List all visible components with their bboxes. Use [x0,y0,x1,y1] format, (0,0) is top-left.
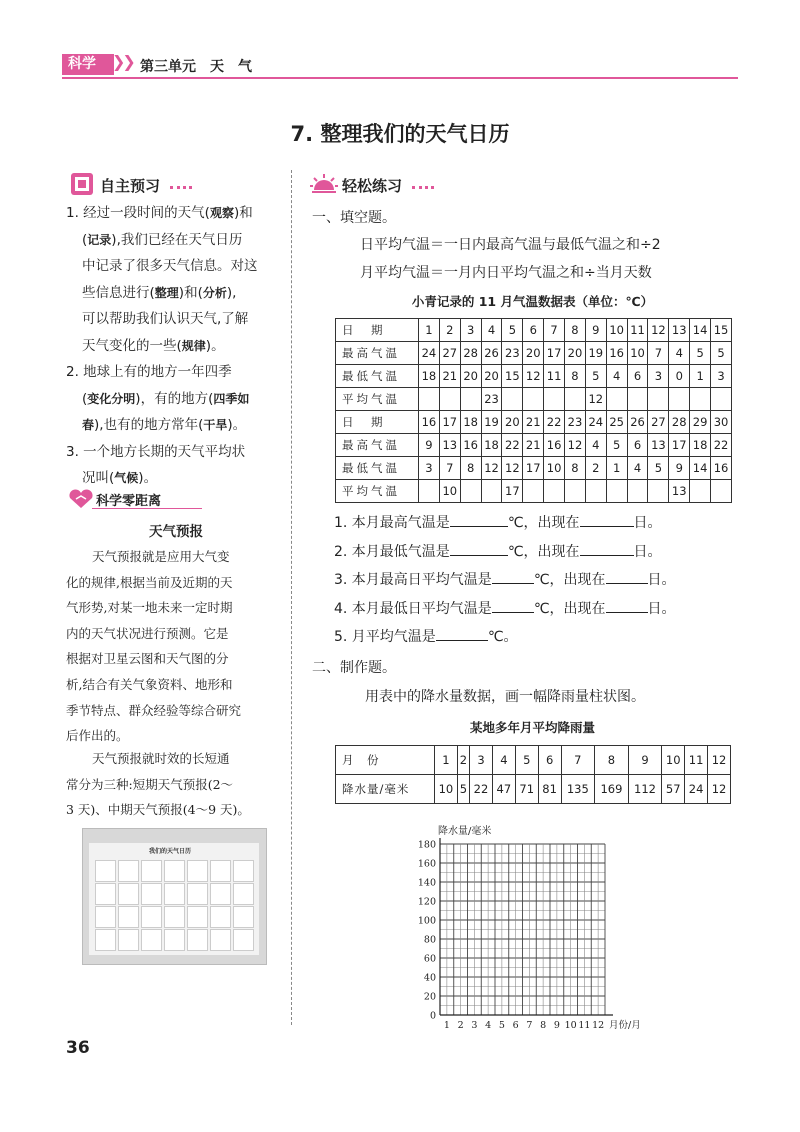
chevron-icon: ❯❯ [112,52,133,71]
table-row [336,480,732,503]
table-cell: 9 [419,434,440,457]
x-tick-label: 7 [526,1020,533,1031]
x-tick-label: 11 [578,1020,591,1031]
table-cell: 15 [502,365,523,388]
q1-line6: 天气变化的一些(规律)。 [82,337,225,354]
fill-question: 1. 本月最高气温是 ℃，出现在 日。 [334,511,662,532]
table-row [336,457,732,480]
row-label: 日 期 [336,411,419,434]
x-tick-label: 6 [512,1020,519,1031]
row-label: 降水量/毫米 [336,775,435,804]
calendar-cell [118,906,139,928]
table-cell [627,388,648,411]
table-cell: 24 [585,411,606,434]
table-cell: 8 [565,319,586,342]
table-cell: 7 [439,457,460,480]
x-axis-label: 月份/月 [609,1020,641,1031]
table-cell: 21 [523,411,544,434]
answer-blank[interactable] [492,568,534,584]
x-tick-label: 8 [540,1020,547,1031]
rainfall-chart [395,820,680,1035]
calendar-cell [210,860,231,882]
calendar-cell [187,929,208,951]
table-cell: 20 [523,342,544,365]
table-cell: 16 [544,434,565,457]
article-paragraph-2: 天气预报就时效的长短通 常分为三种:短期天气预报(2～ 3 天)、中期天气预报(4～9 天)。 [66,751,250,818]
table-cell: 135 [561,775,595,804]
row-label: 最高气温 [336,434,419,457]
table-row [336,775,731,804]
table-cell: 23 [481,388,502,411]
table-cell: 13 [439,434,460,457]
table-row [336,319,732,342]
table-cell: 17 [544,342,565,365]
table-cell: 1 [419,319,440,342]
table-cell: 5 [585,365,606,388]
unit-title: 第三单元 天 气 [140,59,252,75]
table-cell: 23 [565,411,586,434]
table-cell: 24 [685,775,708,804]
table-cell [606,388,627,411]
table-cell: 4 [627,457,648,480]
table-cell [690,480,711,503]
calendar-cell [187,860,208,882]
table-cell: 81 [538,775,561,804]
table-cell: 18 [481,434,502,457]
table-cell: 6 [627,365,648,388]
table-cell: 3 [648,365,669,388]
subject-tag: 科学 [62,54,114,75]
table-cell: 11 [627,319,648,342]
y-tick-label: 160 [417,858,436,870]
calendar-cell [95,883,116,905]
rainfall-table [335,745,731,804]
table-cell: 12 [708,775,731,804]
table-cell: 5 [606,434,627,457]
answer-blank[interactable] [606,568,648,584]
table-cell: 18 [690,434,711,457]
table-cell: 22 [544,411,565,434]
table-cell [627,480,648,503]
calendar-cell [187,906,208,928]
article-title: 天气预报 [149,524,203,540]
answer-blank[interactable] [450,540,508,556]
table-row [336,746,731,775]
calendar-cell [141,906,162,928]
table-row [336,365,732,388]
table-cell: 6 [627,434,648,457]
calendar-cell [233,906,254,928]
table-cell [648,480,669,503]
table-cell: 14 [690,319,711,342]
answer-blank[interactable] [492,597,534,613]
table-cell: 4 [606,365,627,388]
x-tick-label: 1 [443,1020,450,1031]
table-cell: 25 [606,411,627,434]
table-cell: 2 [439,319,460,342]
table-cell: 2 [585,457,606,480]
y-tick-label: 60 [423,953,436,965]
q2-line3: 春),也有的地方常年(干旱)。 [82,417,247,433]
table-cell: 11 [685,746,708,775]
y-tick-label: 180 [417,839,436,851]
table-cell: 20 [460,365,481,388]
table2-title: 某地多年月平均降雨量 [469,720,595,735]
answer-blank[interactable] [580,540,634,556]
table-cell: 20 [481,365,502,388]
x-tick-label: 2 [457,1020,464,1031]
table-cell: 24 [419,342,440,365]
table-cell: 4 [669,342,690,365]
table-cell: 71 [515,775,538,804]
temperature-table [335,318,732,503]
table-cell: 13 [648,434,669,457]
table-cell: 4 [492,746,515,775]
table-cell: 3 [470,746,493,775]
photo-caption: 我们的天气日历 [149,848,192,855]
table-row [336,342,732,365]
x-tick-label: 9 [553,1020,560,1031]
table-cell: 8 [460,457,481,480]
table-cell: 12 [648,319,669,342]
table-cell [711,480,732,503]
row-label: 日 期 [336,319,419,342]
table-cell: 5 [457,775,469,804]
table-cell: 19 [585,342,606,365]
formula-daily: 日平均气温＝一日内最高气温与最低气温之和÷2 [360,237,661,253]
table-cell: 10 [435,775,458,804]
table-cell: 3 [460,319,481,342]
table-cell: 13 [669,319,690,342]
table-cell: 28 [460,342,481,365]
table-cell: 20 [502,411,523,434]
table-cell: 3 [419,457,440,480]
y-tick-label: 140 [417,877,436,889]
row-label: 平均气温 [336,480,419,503]
page-number: 36 [66,1038,90,1058]
table-cell: 19 [481,411,502,434]
table-cell: 15 [711,319,732,342]
table-cell: 169 [595,775,629,804]
q1-line3: 中记录了很多天气信息。对这 [82,258,258,274]
science-heading: 科学零距离 [96,494,162,509]
table-cell [544,480,565,503]
calendar-cell [233,929,254,951]
table-cell [439,388,460,411]
row-label: 最高气温 [336,342,419,365]
calendar-cell [164,883,185,905]
table-cell: 5 [690,342,711,365]
table-cell: 12 [523,365,544,388]
table1-title: 小青记录的 11 月气温数据表（单位：℃） [411,294,654,309]
table-cell: 22 [470,775,493,804]
table-cell [544,388,565,411]
table-cell: 10 [627,342,648,365]
q1-line1: 1. 经过一段时间的天气(观察)和 [66,205,253,221]
fill-question: 3. 本月最高日平均气温是 ℃，出现在 日。 [334,568,676,589]
calendar-cell [118,883,139,905]
table-cell: 112 [628,775,662,804]
row-label: 月 份 [336,746,435,775]
calendar-cell [95,906,116,928]
calendar-cell [233,883,254,905]
formula-monthly: 月平均气温＝一月内日平均气温之和÷当月天数 [360,265,652,281]
table-cell: 21 [439,365,460,388]
table-cell: 13 [669,480,690,503]
table-cell: 23 [502,342,523,365]
table-cell [419,480,440,503]
table-cell: 7 [544,319,565,342]
preview-icon [70,172,94,196]
table-cell [419,388,440,411]
table-cell: 3 [711,365,732,388]
table-cell [460,388,481,411]
table-cell [481,480,502,503]
table-cell: 0 [669,365,690,388]
table-cell [565,388,586,411]
table-cell: 9 [585,319,606,342]
calendar-cell [210,883,231,905]
y-tick-label: 80 [423,934,436,946]
table-cell: 10 [606,319,627,342]
answer-blank[interactable] [436,625,488,641]
table-cell: 21 [523,434,544,457]
table-cell: 1 [435,746,458,775]
calendar-cell [233,860,254,882]
table-cell: 22 [711,434,732,457]
answer-blank[interactable] [606,597,648,613]
table-row [336,434,732,457]
table-cell [606,480,627,503]
table-cell [523,480,544,503]
table-cell: 11 [544,365,565,388]
q2-line1: 2. 地球上有的地方一年四季 [66,364,232,380]
q2-line2: (变化分明)，有的地方(四季如 [82,390,250,407]
table-cell: 17 [439,411,460,434]
x-tick-label: 4 [485,1020,492,1031]
calendar-cell [141,929,162,951]
y-tick-label: 0 [429,1010,436,1022]
column-divider [291,170,292,1025]
x-tick-label: 10 [564,1020,577,1031]
q3-line2: 况叫(气候)。 [82,470,158,486]
table-cell: 5 [502,319,523,342]
q1-line4: 些信息进行(整理)和(分析), [82,284,237,301]
table-cell: 12 [708,746,731,775]
table-cell [502,388,523,411]
table-cell: 7 [561,746,595,775]
table-cell: 4 [481,319,502,342]
calendar-cell [141,860,162,882]
table-cell: 17 [523,457,544,480]
page-title: 7. 整理我们的天气日历 [290,122,510,146]
table-cell: 18 [460,411,481,434]
calendar-cell [95,929,116,951]
answer-blank[interactable] [450,511,508,527]
table-row [336,388,732,411]
table-cell: 12 [502,457,523,480]
part1-heading: 一、填空题。 [312,210,396,226]
y-tick-label: 100 [417,915,436,927]
table-row [336,411,732,434]
row-label: 最低气温 [336,457,419,480]
table-cell: 17 [502,480,523,503]
answer-blank[interactable] [580,511,634,527]
article-paragraph-1: 天气预报就是应用大气变 化的规律,根据当前及近期的天 气形势,对某一地未来一定时期 内的天气状况进行预测。它是 根据对卫星云图和天气图的分 析,结合有关气象资料、地形和 季节特点、群众经验等综合研究 后作出的。 [66,549,242,744]
table-cell: 10 [439,480,460,503]
table-cell [460,480,481,503]
table-cell [711,388,732,411]
weather-calendar-photo [82,828,267,965]
table-cell: 30 [711,411,732,434]
table-cell: 5 [711,342,732,365]
calendar-cell [95,860,116,882]
table-cell: 9 [628,746,662,775]
calendar-cell [164,860,185,882]
y-tick-label: 120 [417,896,436,908]
table-cell: 26 [627,411,648,434]
row-label: 最低气温 [336,365,419,388]
table-cell: 6 [523,319,544,342]
table-cell: 22 [502,434,523,457]
table-cell: 10 [662,746,685,775]
table-cell: 16 [419,411,440,434]
preview-heading: 自主预习 [100,177,161,195]
fill-question: 4. 本月最低日平均气温是 ℃，出现在 日。 [334,597,676,618]
table-cell: 6 [538,746,561,775]
preview-questions [66,200,286,492]
table-cell: 8 [595,746,629,775]
row-label: 平均气温 [336,388,419,411]
table-cell: 5 [648,457,669,480]
table-cell: 9 [669,457,690,480]
calendar-cell [141,883,162,905]
table-cell: 12 [481,457,502,480]
part2-heading: 二、制作题。 [312,660,396,676]
calendar-cell [187,883,208,905]
part2-description: 用表中的降水量数据，画一幅降雨量柱状图。 [365,689,645,705]
table-cell: 14 [690,457,711,480]
dots-decoration [170,180,192,189]
y-axis-label: 降水量/毫米 [438,826,492,837]
table-cell: 7 [648,342,669,365]
dots-decoration-2 [412,180,434,189]
table-cell: 29 [690,411,711,434]
x-tick-label: 12 [592,1020,605,1031]
table-cell: 20 [565,342,586,365]
q3-line1: 3. 一个地方长期的天气平均状 [66,443,246,460]
calendar-cell [118,929,139,951]
table-cell: 57 [662,775,685,804]
table-cell [669,388,690,411]
table-cell: 1 [690,365,711,388]
calendar-cell [210,906,231,928]
table-cell: 18 [419,365,440,388]
calendar-cell [118,860,139,882]
table-cell: 1 [606,457,627,480]
calendar-cell [164,929,185,951]
table-cell: 2 [457,746,469,775]
table-cell [648,388,669,411]
table-cell [690,388,711,411]
table-cell: 47 [492,775,515,804]
table-cell: 16 [606,342,627,365]
table-cell: 27 [648,411,669,434]
table-cell: 16 [460,434,481,457]
table-cell: 12 [565,434,586,457]
y-tick-label: 40 [423,972,436,984]
x-tick-label: 5 [498,1020,505,1031]
fill-question: 5. 月平均气温是 ℃。 [334,625,518,646]
table-cell: 10 [544,457,565,480]
q1-line5: 可以帮助我们认识天气,了解 [82,311,249,327]
y-tick-label: 20 [423,991,436,1003]
table-cell [585,480,606,503]
q1-line2: (记录),我们已经在天气日历 [82,231,243,248]
table-cell: 16 [711,457,732,480]
fill-question: 2. 本月最低气温是 ℃，出现在 日。 [334,540,662,561]
table-cell: 8 [565,365,586,388]
table-cell: 27 [439,342,460,365]
calendar-cell [210,929,231,951]
table-cell: 5 [515,746,538,775]
table-cell: 26 [481,342,502,365]
calendar-cell [164,906,185,928]
practice-heading: 轻松练习 [342,177,403,195]
table-cell: 4 [585,434,606,457]
table-cell: 12 [585,388,606,411]
table-cell: 28 [669,411,690,434]
table-cell [523,388,544,411]
table-cell [565,480,586,503]
table-cell: 8 [565,457,586,480]
x-tick-label: 3 [471,1020,478,1031]
table-cell: 17 [669,434,690,457]
sun-icon [310,172,338,194]
